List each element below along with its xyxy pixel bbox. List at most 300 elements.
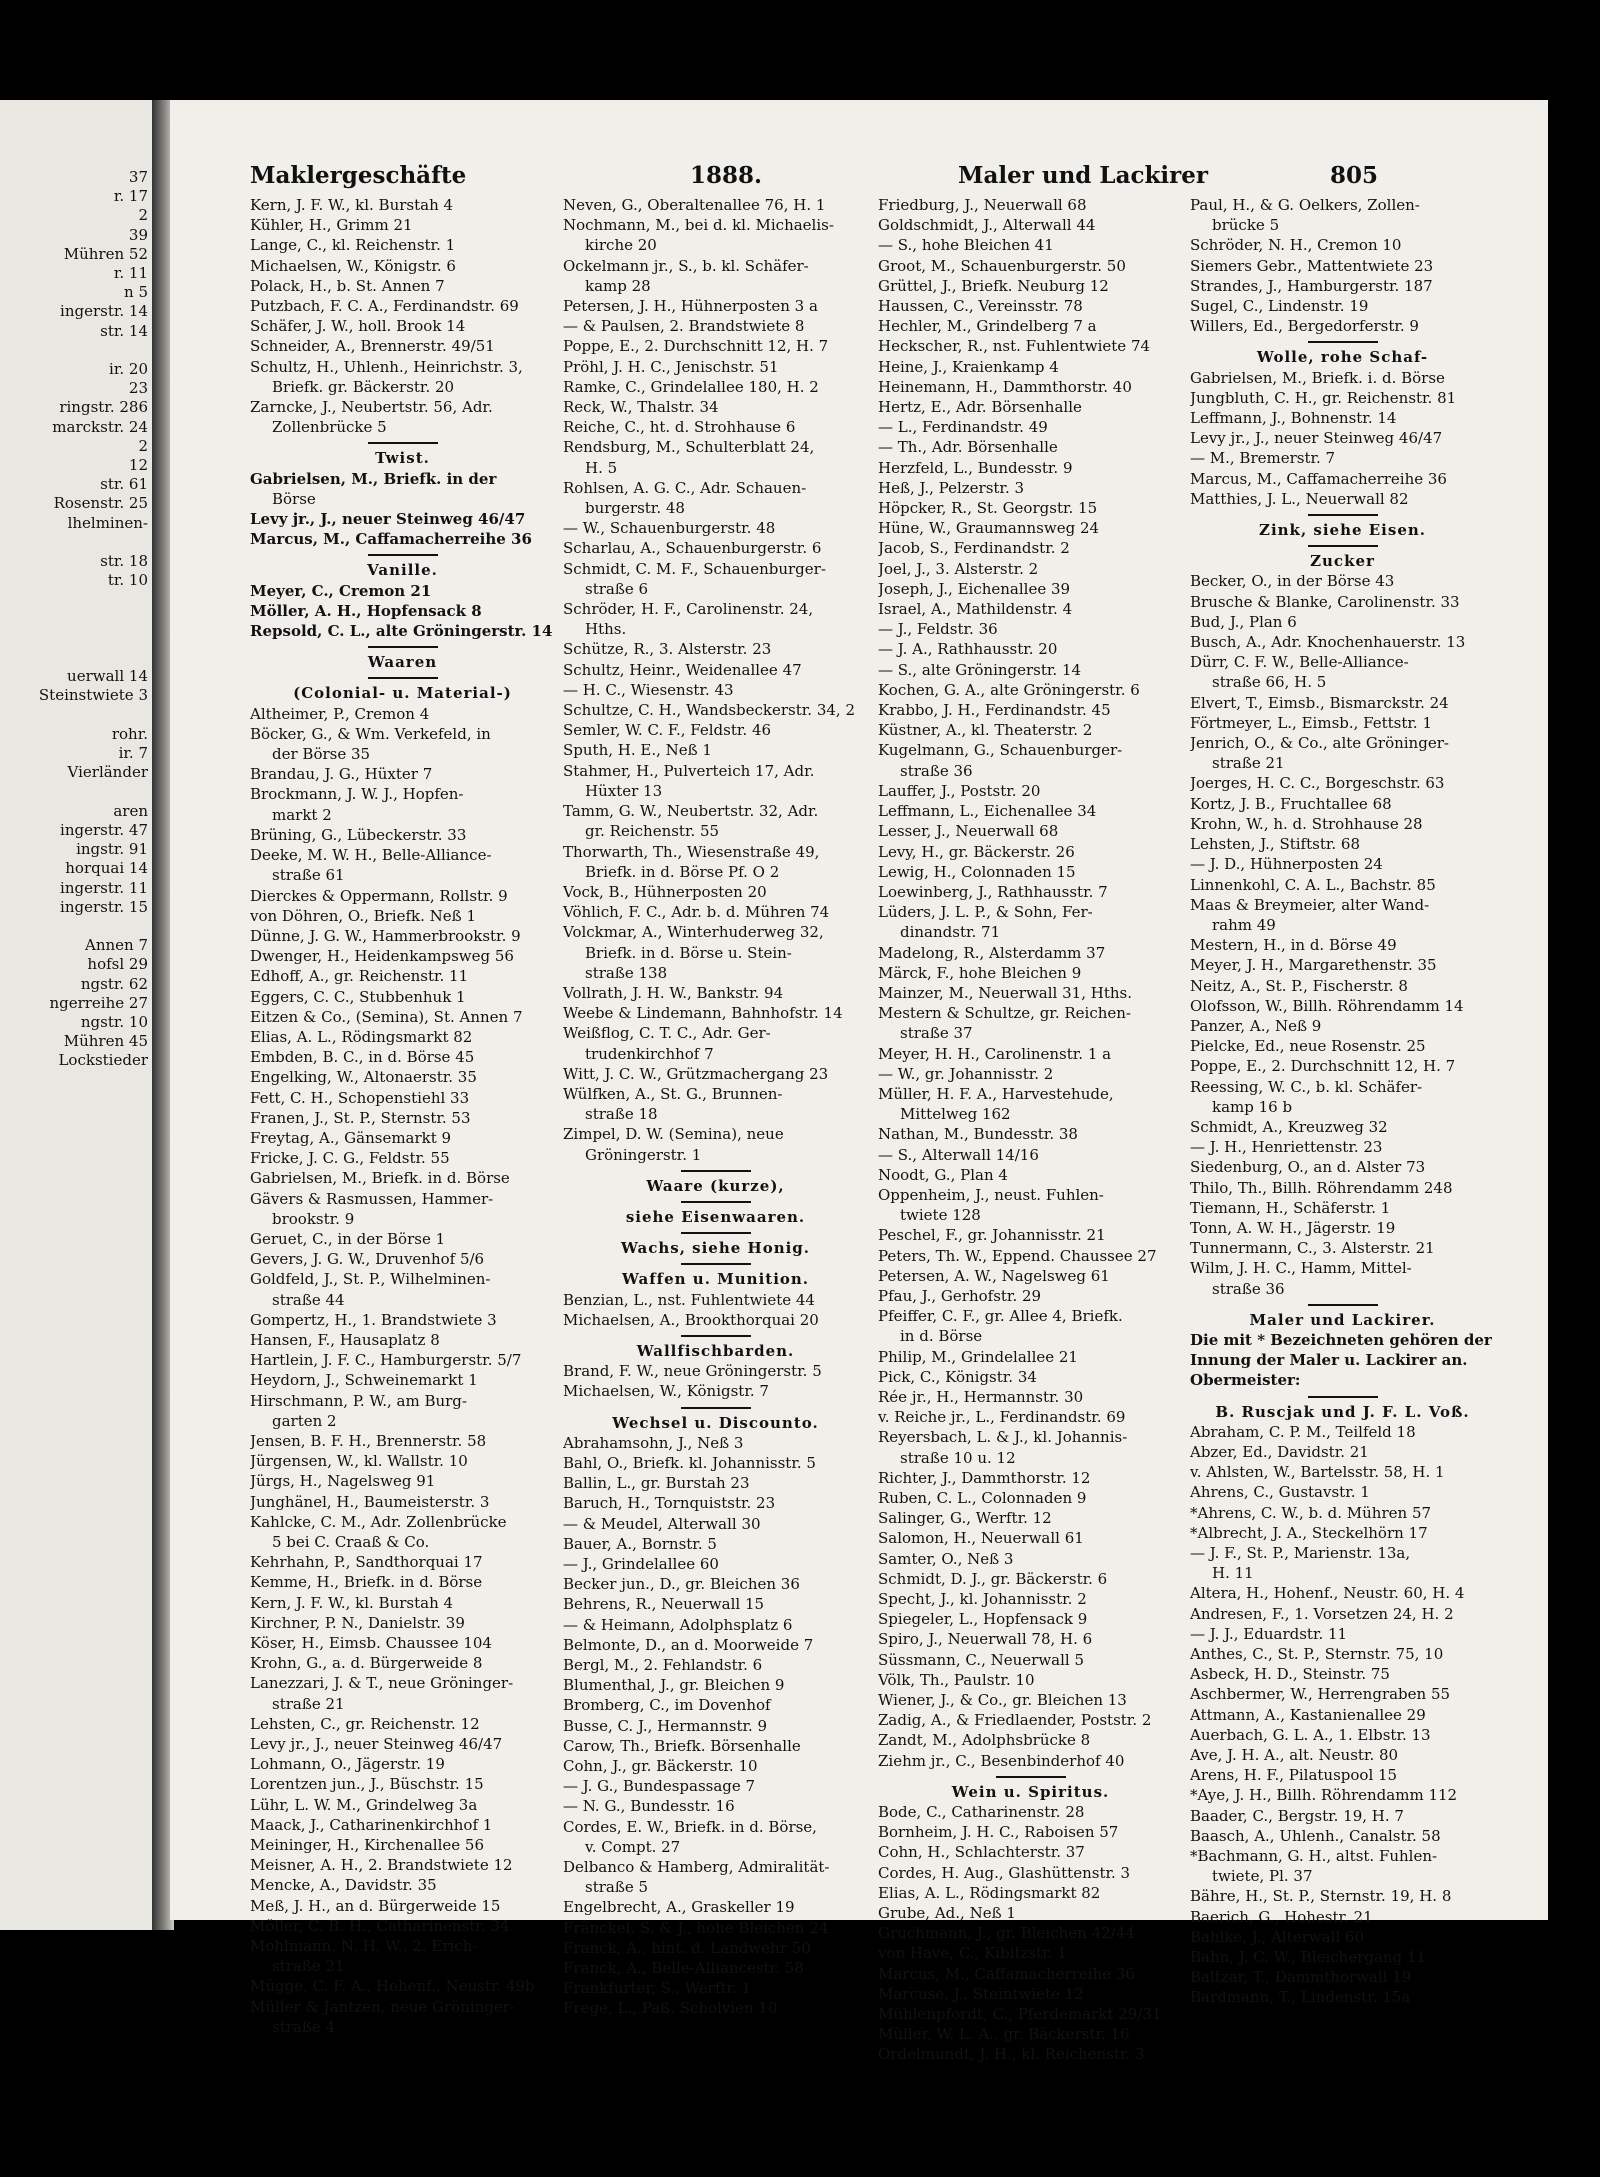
facing-page-line: aren — [113, 801, 148, 820]
facing-page-line: Steinstwiete 3 — [38, 686, 148, 705]
directory-entry: Levy jr., J., neuer Steinweg 46/47 — [250, 510, 526, 529]
directory-entry: — N. G., Bundesstr. 16 — [563, 1797, 735, 1816]
section-rule — [368, 442, 438, 444]
directory-entry: Jürgs, H., Nagelsweg 91 — [250, 1472, 436, 1491]
directory-entry: Willers, Ed., Bergedorferstr. 9 — [1190, 317, 1419, 336]
facing-page-line: str. 18 — [100, 552, 148, 571]
directory-entry: Rohlsen, A. G. C., Adr. Schauen- — [563, 478, 807, 497]
directory-entry: Gabrielsen, M., Briefk. i. d. Börse — [1190, 368, 1445, 387]
directory-entry: Meyer, C., Cremon 21 — [250, 581, 432, 600]
facing-page-line: Rosenstr. 25 — [53, 494, 148, 513]
directory-entry: Geruet, C., in der Börse 1 — [250, 1229, 446, 1248]
directory-entry: straße 36 — [900, 761, 973, 780]
directory-entry: Hths. — [585, 620, 627, 639]
directory-entry: H. 5 — [585, 458, 618, 477]
directory-entry: — Th., Adr. Börsenhalle — [878, 438, 1058, 457]
directory-entry: Dünne, J. G. W., Hammerbrookstr. 9 — [250, 926, 521, 945]
facing-page-line: ir. 20 — [109, 360, 148, 379]
directory-column-1 — [250, 195, 555, 2037]
facing-page-line: tr. 10 — [107, 571, 148, 590]
section-rule — [1308, 1396, 1378, 1398]
directory-entry: Kern, J. F. W., kl. Burstah 4 — [250, 1593, 454, 1612]
directory-entry: Müller, W. L. A., gr. Bäckerstr. 16 — [878, 2025, 1130, 2044]
directory-entry: Pfeiffer, C. F., gr. Allee 4, Briefk. — [878, 1307, 1123, 1326]
directory-entry: Zandt, M., Adolphsbrücke 8 — [878, 1731, 1091, 1750]
section-heading: Wechsel u. Discounto. — [612, 1413, 819, 1432]
directory-entry: twiete, Pl. 37 — [1212, 1867, 1313, 1886]
directory-entry: — & Meudel, Alterwall 30 — [563, 1514, 761, 1533]
directory-entry: Pielcke, Ed., neue Rosenstr. 25 — [1190, 1037, 1426, 1056]
directory-entry: Abzer, Ed., Davidstr. 21 — [1190, 1442, 1369, 1461]
directory-entry: Bahlke, J., Alterwall 60 — [1190, 1927, 1365, 1946]
directory-entry: Wülfken, A., St. G., Brunnen- — [563, 1084, 783, 1103]
directory-entry: Schultze, C. H., Wandsbeckerstr. 34, 2 — [563, 701, 855, 720]
facing-page-line — [39, 917, 148, 936]
directory-entry: Schäfer, J. W., holl. Brook 14 — [250, 317, 466, 336]
directory-entry: Madelong, R., Alsterdamm 37 — [878, 943, 1106, 962]
directory-entry: — S., alte Gröningerstr. 14 — [878, 660, 1082, 679]
directory-entry: Petersen, A. W., Nagelsweg 61 — [878, 1266, 1110, 1285]
directory-entry: Kirchner, P. N., Danielstr. 39 — [250, 1613, 465, 1632]
directory-entry: Elias, A. L., Rödingsmarkt 82 — [250, 1027, 473, 1046]
section-heading: Waare (kurze), — [646, 1176, 785, 1195]
directory-entry: Schultz, Heinr., Weidenallee 47 — [563, 660, 802, 679]
directory-entry: Brüning, G., Lübeckerstr. 33 — [250, 825, 467, 844]
facing-page-line — [39, 629, 148, 648]
section-heading: Wachs, siehe Honig. — [620, 1239, 811, 1258]
directory-entry: Baasch, A., Uhlenh., Canalstr. 58 — [1190, 1826, 1441, 1845]
directory-entry: Putzbach, F. C. A., Ferdinandstr. 69 — [250, 297, 519, 316]
directory-entry: — S., Alterwall 14/16 — [878, 1145, 1039, 1164]
directory-entry: Pfau, J., Gerhofstr. 29 — [878, 1286, 1042, 1305]
directory-entry: v. Reiche jr., L., Ferdinandstr. 69 — [878, 1408, 1126, 1427]
facing-page-line — [39, 590, 148, 609]
facing-page-line: 2 — [138, 436, 148, 455]
section-rule — [996, 1776, 1066, 1778]
directory-entry: H. 11 — [1212, 1564, 1254, 1583]
section-rule — [1308, 545, 1378, 547]
directory-entry: Lehsten, C., gr. Reichenstr. 12 — [250, 1714, 480, 1733]
directory-entry: Junghänel, H., Baumeisterstr. 3 — [250, 1492, 490, 1511]
directory-entry: Ballin, L., gr. Burstah 23 — [563, 1474, 750, 1493]
directory-entry: Franck, A., Belle-Alliancestr. 58 — [563, 1959, 804, 1978]
directory-entry: dinandstr. 71 — [900, 923, 1001, 942]
facing-page-line: Lockstieder — [58, 1051, 148, 1070]
section-heading: Wein u. Spiritus. — [951, 1782, 1110, 1801]
directory-entry: Vöhlich, F. C., Adr. b. d. Mühren 74 — [563, 903, 830, 922]
directory-entry: straße 21 — [272, 1957, 345, 1976]
directory-entry: Hansen, F., Hausaplatz 8 — [250, 1330, 440, 1349]
directory-entry: Baruch, H., Tornquiststr. 23 — [563, 1494, 776, 1513]
directory-entry: Schmidt, D. J., gr. Bäckerstr. 6 — [878, 1569, 1108, 1588]
directory-entry: — & Heimann, Adolphsplatz 6 — [563, 1615, 793, 1634]
directory-entry: — J. G., Bundespassage 7 — [563, 1777, 756, 1796]
directory-entry: der Börse 35 — [272, 745, 371, 764]
directory-entry: Lehsten, J., Stiftstr. 68 — [1190, 835, 1361, 854]
directory-entry: Briefk. in d. Börse Pf. O 2 — [585, 862, 780, 881]
directory-entry: Auerbach, G. L. A., 1. Elbstr. 13 — [1190, 1725, 1431, 1744]
directory-entry: Marcus, M., Caffamacherreihe 36 — [1190, 469, 1447, 488]
directory-entry: Haussen, C., Vereinsstr. 78 — [878, 297, 1083, 316]
directory-entry: Bromberg, C., im Dovenhof — [563, 1696, 771, 1715]
facing-page-line — [39, 648, 148, 667]
directory-entry: Mainzer, M., Neuerwall 31, Hths. — [878, 983, 1132, 1002]
directory-entry: Bähre, H., St. P., Sternstr. 19, H. 8 — [1190, 1887, 1452, 1906]
directory-entry: Bergl, M., 2. Fehlandstr. 6 — [563, 1656, 763, 1675]
directory-entry: Brand, F. W., neue Gröningerstr. 5 — [563, 1362, 822, 1381]
section-heading: Maler und Lackirer. — [1249, 1310, 1436, 1329]
directory-entry: straße 21 — [1212, 754, 1285, 773]
directory-entry: — J. H., Henriettenstr. 23 — [1190, 1138, 1383, 1157]
directory-entry: Zadig, A., & Friedlaender, Poststr. 2 — [878, 1711, 1152, 1730]
directory-entry: Olofsson, W., Billh. Röhrendamm 14 — [1190, 996, 1464, 1015]
directory-entry: Meyer, J. H., Margarethenstr. 35 — [1190, 956, 1437, 975]
directory-entry: Vock, B., Hühnerposten 20 — [563, 882, 767, 901]
directory-entry: Ziehm jr., C., Besenbinderhof 40 — [878, 1751, 1125, 1770]
directory-entry: straße 66, H. 5 — [1212, 673, 1327, 692]
directory-entry: Kortz, J. B., Fruchtallee 68 — [1190, 794, 1392, 813]
directory-entry: Gävers & Rasmussen, Hammer- — [250, 1189, 494, 1208]
directory-entry: Specht, J., kl. Johannisstr. 2 — [878, 1590, 1087, 1609]
directory-entry: *Ahrens, C. W., b. d. Mühren 57 — [1190, 1503, 1432, 1522]
directory-entry: — J. J., Eduardstr. 11 — [1190, 1624, 1348, 1643]
directory-entry: Küstner, A., kl. Theaterstr. 2 — [878, 721, 1093, 740]
directory-entry: Förtmeyer, L., Eimsb., Fettstr. 1 — [1190, 713, 1433, 732]
directory-entry: Heine, J., Kraienkamp 4 — [878, 357, 1059, 376]
directory-entry: Stahmer, H., Pulverteich 17, Adr. — [563, 761, 815, 780]
directory-entry: Süssmann, C., Neuerwall 5 — [878, 1650, 1085, 1669]
directory-entry: Cordes, E. W., Briefk. in d. Börse, — [563, 1817, 817, 1836]
directory-entry: Maas & Breymeier, alter Wand- — [1190, 895, 1430, 914]
section-rule — [1308, 514, 1378, 516]
directory-entry: Tiemann, H., Schäferstr. 1 — [1190, 1198, 1391, 1217]
directory-entry: Levy jr., J., neuer Steinweg 46/47 — [250, 1735, 503, 1754]
directory-entry: Thorwarth, Th., Wiesenstraße 49, — [563, 842, 820, 861]
facing-page-line: r. 17 — [113, 187, 148, 206]
directory-entry: Philip, M., Grindelallee 21 — [878, 1347, 1078, 1366]
directory-entry: Carow, Th., Briefk. Börsenhalle — [563, 1736, 801, 1755]
directory-entry: Heß, J., Pelzerstr. 3 — [878, 478, 1025, 497]
directory-entry: Kugelmann, G., Schauenburger- — [878, 741, 1123, 760]
directory-entry: Gompertz, H., 1. Brandstwiete 3 — [250, 1310, 497, 1329]
section-rule — [368, 646, 438, 648]
directory-entry: Pröhl, J. H. C., Jenischstr. 51 — [563, 357, 779, 376]
directory-entry: Müller & Jantzen, neue Gröninger- — [250, 1997, 516, 2016]
directory-entry: Zimpel, D. W. (Semina), neue — [563, 1125, 784, 1144]
directory-entry: Müller, H. F. A., Harvestehude, — [878, 1084, 1114, 1103]
section-rule — [368, 677, 438, 679]
directory-entry: Israel, A., Mathildenstr. 4 — [878, 600, 1073, 619]
directory-entry: Tamm, G. W., Neubertstr. 32, Adr. — [563, 802, 819, 821]
directory-entry: Fett, C. H., Schopenstiehl 33 — [250, 1088, 470, 1107]
directory-entry: Herzfeld, L., Bundesstr. 9 — [878, 458, 1073, 477]
directory-entry: Möller, C. B. H., Catharinenstr. 34 — [250, 1916, 510, 1935]
directory-entry: Ave, J. H. A., alt. Neustr. 80 — [1190, 1746, 1399, 1765]
facing-page-line: ngstr. 10 — [80, 1012, 148, 1031]
facing-page-line: ir. 7 — [118, 744, 148, 763]
directory-entry: Marcus, M., Caffamacherreihe 36 — [250, 530, 532, 549]
directory-entry: Cohn, J., gr. Bäckerstr. 10 — [563, 1757, 758, 1776]
directory-entry: Samter, O., Neß 3 — [878, 1549, 1014, 1568]
directory-entry: — & Paulsen, 2. Brandstwiete 8 — [563, 317, 805, 336]
section-heading: Zucker — [1310, 552, 1375, 571]
directory-entry: Reiche, C., ht. d. Strohhause 6 — [563, 418, 796, 437]
directory-entry: Elvert, T., Eimsb., Bismarckstr. 24 — [1190, 693, 1449, 712]
directory-entry: Abraham, C. P. M., Teilfeld 18 — [1190, 1422, 1416, 1441]
directory-entry: v. Ahlsten, W., Bartelsstr. 58, H. 1 — [1190, 1463, 1445, 1482]
directory-entry: Eggers, C. C., Stubbenhuk 1 — [250, 987, 466, 1006]
directory-entry: Bode, C., Catharinenstr. 28 — [878, 1803, 1085, 1822]
directory-entry: Embden, B. C., in d. Börse 45 — [250, 1048, 475, 1067]
facing-page-line: str. 61 — [100, 475, 148, 494]
directory-entry: Loewinberg, J., Rathhausstr. 7 — [878, 882, 1108, 901]
section-heading: Zink, siehe Eisen. — [1259, 521, 1426, 540]
directory-entry: Briefk. in d. Börse u. Stein- — [585, 943, 792, 962]
directory-entry: Hüxter 13 — [585, 781, 663, 800]
directory-entry: Meininger, H., Kirchenallee 56 — [250, 1836, 484, 1855]
directory-entry: Kern, J. F. W., kl. Burstah 4 — [250, 196, 454, 214]
directory-entry: Goldfeld, J., St. P., Wilhelminen- — [250, 1270, 491, 1289]
facing-page-line — [39, 533, 148, 552]
directory-entry: straße 18 — [585, 1105, 658, 1124]
directory-entry: Frankfurter, S., Werftr. 1 — [563, 1979, 752, 1998]
directory-entry: twiete 128 — [900, 1206, 981, 1225]
directory-entry: Neven, G., Oberaltenallee 76, H. 1 — [563, 196, 826, 214]
directory-entry: von Have, C., Kibitzstr. 1 — [878, 1944, 1067, 1963]
facing-page-line — [39, 341, 148, 360]
directory-entry: *Aye, J. H., Billh. Röhrendamm 112 — [1190, 1786, 1458, 1805]
directory-entry: Märck, F., hohe Bleichen 9 — [878, 963, 1082, 982]
facing-page-line: n 5 — [124, 283, 148, 302]
directory-entry: Heydorn, J., Schweinemarkt 1 — [250, 1371, 478, 1390]
directory-entry: Siemers Gebr., Mattentwiete 23 — [1190, 256, 1434, 275]
directory-entry: Andresen, F., 1. Vorsetzen 24, H. 2 — [1190, 1604, 1454, 1623]
directory-entry: Hirschmann, P. W., am Burg- — [250, 1391, 467, 1410]
directory-entry: Peters, Th. W., Eppend. Chaussee 27 — [878, 1246, 1157, 1265]
directory-entry: Mittelweg 162 — [900, 1105, 1011, 1124]
section-heading: Wallfischbarden. — [636, 1341, 795, 1360]
directory-column-4 — [1190, 195, 1495, 2008]
section-rule — [368, 554, 438, 556]
directory-entry: Busch, A., Adr. Knochenhauerstr. 13 — [1190, 633, 1466, 652]
directory-entry: Paul, H., & G. Oelkers, Zollen- — [1190, 196, 1420, 214]
page-number: 805 — [1330, 162, 1379, 189]
facing-page-line: str. 14 — [100, 321, 148, 340]
directory-entry: Levy jr., J., neuer Steinweg 46/47 — [1190, 429, 1443, 448]
directory-entry: von Döhren, O., Briefk. Neß 1 — [250, 906, 476, 925]
directory-entry: Gröningerstr. 1 — [585, 1145, 702, 1164]
directory-entry: Lühr, L. W. M., Grindelweg 3a — [250, 1795, 478, 1814]
directory-entry: Becker jun., D., gr. Bleichen 36 — [563, 1575, 800, 1594]
directory-entry: Linnenkohl, C. A. L., Bachstr. 85 — [1190, 875, 1436, 894]
directory-entry: brookstr. 9 — [272, 1209, 355, 1228]
directory-entry: Reessing, W. C., b. kl. Schäfer- — [1190, 1077, 1423, 1096]
directory-entry: Attmann, A., Kastanienallee 29 — [1190, 1705, 1426, 1724]
facing-page-line: ngstr. 62 — [80, 974, 148, 993]
directory-entry: Krabbo, J. H., Ferdinandstr. 45 — [878, 701, 1111, 720]
directory-entry: Poppe, E., 2. Durchschnitt 12, H. 7 — [1190, 1057, 1456, 1076]
directory-entry: Sputh, H. E., Neß 1 — [563, 741, 712, 760]
directory-entry: Schmidt, C. M. F., Schauenburger- — [563, 559, 826, 578]
facing-page-line: lhelminen- — [67, 513, 148, 532]
directory-entry: Ruben, C. L., Colonnaden 9 — [878, 1489, 1087, 1507]
directory-entry: Maack, J., Catharinenkirchhof 1 — [250, 1815, 493, 1834]
directory-entry: Becker, O., in der Börse 43 — [1190, 572, 1395, 591]
directory-entry: straße 61 — [272, 866, 345, 885]
section-heading: siehe Eisenwaaren. — [625, 1207, 806, 1226]
directory-entry: Siedenburg, O., an d. Alster 73 — [1190, 1158, 1426, 1177]
directory-entry: *Bachmann, G. H., altst. Fuhlen- — [1190, 1847, 1438, 1866]
directory-entry: *Albrecht, J. A., Steckelhörn 17 — [1190, 1523, 1428, 1542]
directory-entry: Reck, W., Thalstr. 34 — [563, 398, 719, 417]
facing-page-text — [39, 168, 148, 1071]
directory-entry: Friedburg, J., Neuerwall 68 — [878, 196, 1087, 214]
directory-entry: Gabrielsen, M., Briefk. in d. Börse — [250, 1169, 510, 1188]
directory-entry: 5 bei C. Craaß & Co. — [272, 1533, 430, 1551]
directory-entry: Altera, H., Hohenf., Neustr. 60, H. 4 — [1190, 1584, 1465, 1603]
facing-page-line: 23 — [128, 379, 148, 398]
section-heading: Waffen u. Munition. — [621, 1270, 810, 1289]
directory-entry: Nathan, M., Bundesstr. 38 — [878, 1125, 1078, 1144]
facing-page-line: ingstr. 91 — [76, 840, 148, 859]
directory-entry: Delbanco & Hamberg, Admiralität- — [563, 1858, 830, 1877]
directory-entry: Baerich, G., Hohestr. 21 — [1190, 1907, 1373, 1926]
directory-entry: Michaelsen, W., Königstr. 6 — [250, 256, 456, 275]
facing-page-fragment — [0, 100, 152, 1930]
section-rule — [681, 1335, 751, 1337]
directory-entry: Salomon, H., Neuerwall 61 — [878, 1529, 1084, 1548]
facing-page-line: marckstr. 24 — [52, 417, 148, 436]
directory-entry: Repsold, C. L., alte Gröningerstr. 14 — [250, 622, 553, 641]
directory-entry: Dürr, C. F. W., Belle-Alliance- — [1190, 653, 1409, 672]
directory-entry: Brusche & Blanke, Carolinenstr. 33 — [1190, 592, 1460, 611]
directory-entry: Jenrich, O., & Co., alte Gröninger- — [1190, 734, 1449, 753]
directory-entry: Frege, L., Paß. Scholvien 10 — [563, 1999, 778, 2018]
directory-entry: Semler, W. C. F., Feldstr. 46 — [563, 721, 772, 740]
facing-page-line: r. 11 — [113, 264, 148, 283]
directory-entry: straße 6 — [585, 579, 649, 598]
directory-entry: straße 36 — [1212, 1279, 1285, 1298]
directory-entry: Neitz, A., St. P., Fischerstr. 8 — [1190, 976, 1408, 995]
directory-entry: Michaelsen, W., Königstr. 7 — [563, 1382, 769, 1401]
directory-entry: Benzian, L., nst. Fuhlentwiete 44 — [563, 1290, 815, 1309]
directory-entry: — M., Bremerstr. 7 — [1190, 449, 1336, 468]
directory-entry: Belmonte, D., an d. Moorweide 7 — [563, 1635, 814, 1654]
directory-entry: Wilm, J. H. C., Hamm, Mittel- — [1190, 1259, 1412, 1278]
directory-entry: — J., Feldstr. 36 — [878, 620, 998, 639]
directory-entry: Vollrath, J. H. W., Bankstr. 94 — [563, 983, 784, 1002]
directory-entry: Gevers, J. G. W., Druvenhof 5/6 — [250, 1250, 485, 1269]
directory-entry: Mencke, A., Davidstr. 35 — [250, 1876, 437, 1895]
directory-entry: Heinemann, H., Dammthorstr. 40 — [878, 377, 1132, 396]
facing-page-line: 39 — [128, 225, 148, 244]
directory-entry: Weebe & Lindemann, Bahnhofstr. 14 — [563, 1004, 843, 1023]
directory-entry: Jürgensen, W., kl. Wallstr. 10 — [250, 1452, 468, 1471]
directory-entry: Scharlau, A., Schauenburgerstr. 6 — [563, 539, 822, 558]
directory-entry: Nochmann, M., bei d. kl. Michaelis- — [563, 216, 834, 235]
directory-entry: Tonn, A. W. H., Jägerstr. 19 — [1190, 1218, 1396, 1237]
directory-entry: — J. D., Hühnerposten 24 — [1190, 855, 1383, 874]
directory-entry: kamp 16 b — [1212, 1097, 1293, 1116]
section-heading: Wolle, rohe Schaf- — [1256, 348, 1429, 367]
directory-entry: Ahrens, C., Gustavstr. 1 — [1190, 1483, 1370, 1502]
directory-entry: Peschel, F., gr. Johannisstr. 21 — [878, 1226, 1106, 1245]
directory-entry: Zarncke, J., Neubertstr. 56, Adr. — [250, 398, 493, 417]
directory-entry: Salinger, G., Werftr. 12 — [878, 1509, 1052, 1528]
facing-page-line — [39, 610, 148, 629]
directory-entry: — J. F., St. P., Marienstr. 13a, — [1190, 1544, 1411, 1562]
directory-entry: Hertz, E., Adr. Börsenhalle — [878, 398, 1082, 417]
directory-entry: Briefk. gr. Bäckerstr. 20 — [272, 377, 455, 396]
directory-entry: Franck, A., hint. d. Landwehr 50 — [563, 1938, 811, 1957]
directory-entry: Joseph, J., Eichenallee 39 — [878, 579, 1071, 598]
directory-entry: Levy, H., gr. Bäckerstr. 26 — [878, 842, 1075, 861]
running-header — [250, 162, 1480, 190]
directory-entry: Panzer, A., Neß 9 — [1190, 1016, 1322, 1035]
directory-entry: Hüne, W., Graumannsweg 24 — [878, 519, 1100, 538]
directory-entry: Zollenbrücke 5 — [272, 418, 387, 437]
facing-page-line: 2 — [138, 206, 148, 225]
directory-entry: Joel, J., 3. Alsterstr. 2 — [878, 559, 1039, 578]
directory-entry: Spiegeler, L., Hopfensack 9 — [878, 1610, 1088, 1629]
directory-entry: Hechler, M., Grindelberg 7 a — [878, 317, 1097, 336]
directory-entry: Schneider, A., Brennerstr. 49/51 — [250, 337, 495, 356]
directory-entry: Engelbrecht, A., Graskeller 19 — [563, 1898, 795, 1917]
directory-entry: Freytag, A., Gänsemarkt 9 — [250, 1128, 452, 1147]
directory-entry: straße 10 u. 12 — [900, 1448, 1016, 1467]
directory-entry: Dierckes & Oppermann, Rollstr. 9 — [250, 886, 508, 905]
directory-entry: Schröder, N. H., Cremon 10 — [1190, 236, 1402, 255]
directory-entry: straße 37 — [900, 1024, 973, 1043]
directory-entry: Meß, J. H., an d. Bürgerweide 15 — [250, 1896, 501, 1915]
directory-entry: Leffmann, L., Eichenallee 34 — [878, 802, 1097, 821]
directory-entry: Innung der Maler u. Lackirer an. — [1190, 1351, 1468, 1370]
directory-entry: Marcuse, J., Steintwiete 12 — [878, 1984, 1084, 2003]
directory-entry: Köser, H., Eimsb. Chaussee 104 — [250, 1634, 492, 1653]
facing-page-line: ingerstr. 47 — [60, 820, 148, 839]
header-right-title: Maler und Lackirer — [958, 162, 1209, 189]
directory-entry: Krohn, G., a. d. Bürgerweide 8 — [250, 1654, 483, 1673]
directory-entry: Kühler, H., Grimm 21 — [250, 216, 413, 235]
directory-entry: Mohlmann, N. H. W., 2. Erich- — [250, 1937, 478, 1956]
directory-entry: Groot, M., Schauenburgerstr. 50 — [878, 256, 1126, 275]
directory-entry: Rendsburg, M., Schulterblatt 24, — [563, 438, 815, 457]
directory-entry: Bahl, O., Briefk. kl. Johannisstr. 5 — [563, 1453, 816, 1472]
header-left-title: Maklergeschäfte — [250, 162, 467, 189]
directory-entry: Mestern, H., in d. Börse 49 — [1190, 936, 1397, 955]
directory-entry: Mühlenpfordt, C., Pferdemarkt 29/31 — [878, 2005, 1162, 2024]
directory-entry: Mügge, C. F. A., Hohenf., Neustr. 49b — [250, 1977, 535, 1996]
directory-entry: Meyer, H. H., Carolinenstr. 1 a — [878, 1044, 1112, 1063]
section-heading: B. Ruscjak und J. F. L. Voß. — [1215, 1402, 1470, 1421]
directory-entry: — W., gr. Johannisstr. 2 — [878, 1064, 1054, 1083]
directory-entry: Baader, C., Bergstr. 19, H. 7 — [1190, 1806, 1404, 1825]
directory-entry: Cordes, H. Aug., Glashüttenstr. 3 — [878, 1863, 1131, 1882]
directory-entry: Börse — [272, 489, 316, 508]
directory-entry: Reyersbach, L. & J., kl. Johannis- — [878, 1428, 1128, 1447]
header-year: 1888. — [690, 162, 763, 189]
directory-entry: Schmidt, A., Kreuzweg 32 — [1190, 1117, 1388, 1136]
directory-entry: Witt, J. C. W., Grützmachergang 23 — [563, 1064, 829, 1083]
directory-entry: Lesser, J., Neuerwall 68 — [878, 822, 1059, 841]
directory-entry: Meisner, A. H., 2. Brandstwiete 12 — [250, 1856, 513, 1875]
directory-entry: Leffmann, J., Bohnenstr. 14 — [1190, 409, 1397, 428]
directory-entry: Altheimer, P., Cremon 4 — [250, 704, 430, 723]
directory-entry: Behrens, R., Neuerwall 15 — [563, 1595, 765, 1614]
directory-entry: Busse, C. J., Hermannstr. 9 — [563, 1716, 768, 1735]
directory-entry: Bardmann, T., Lindenstr. 15a — [1190, 1988, 1411, 2007]
section-rule — [681, 1201, 751, 1203]
